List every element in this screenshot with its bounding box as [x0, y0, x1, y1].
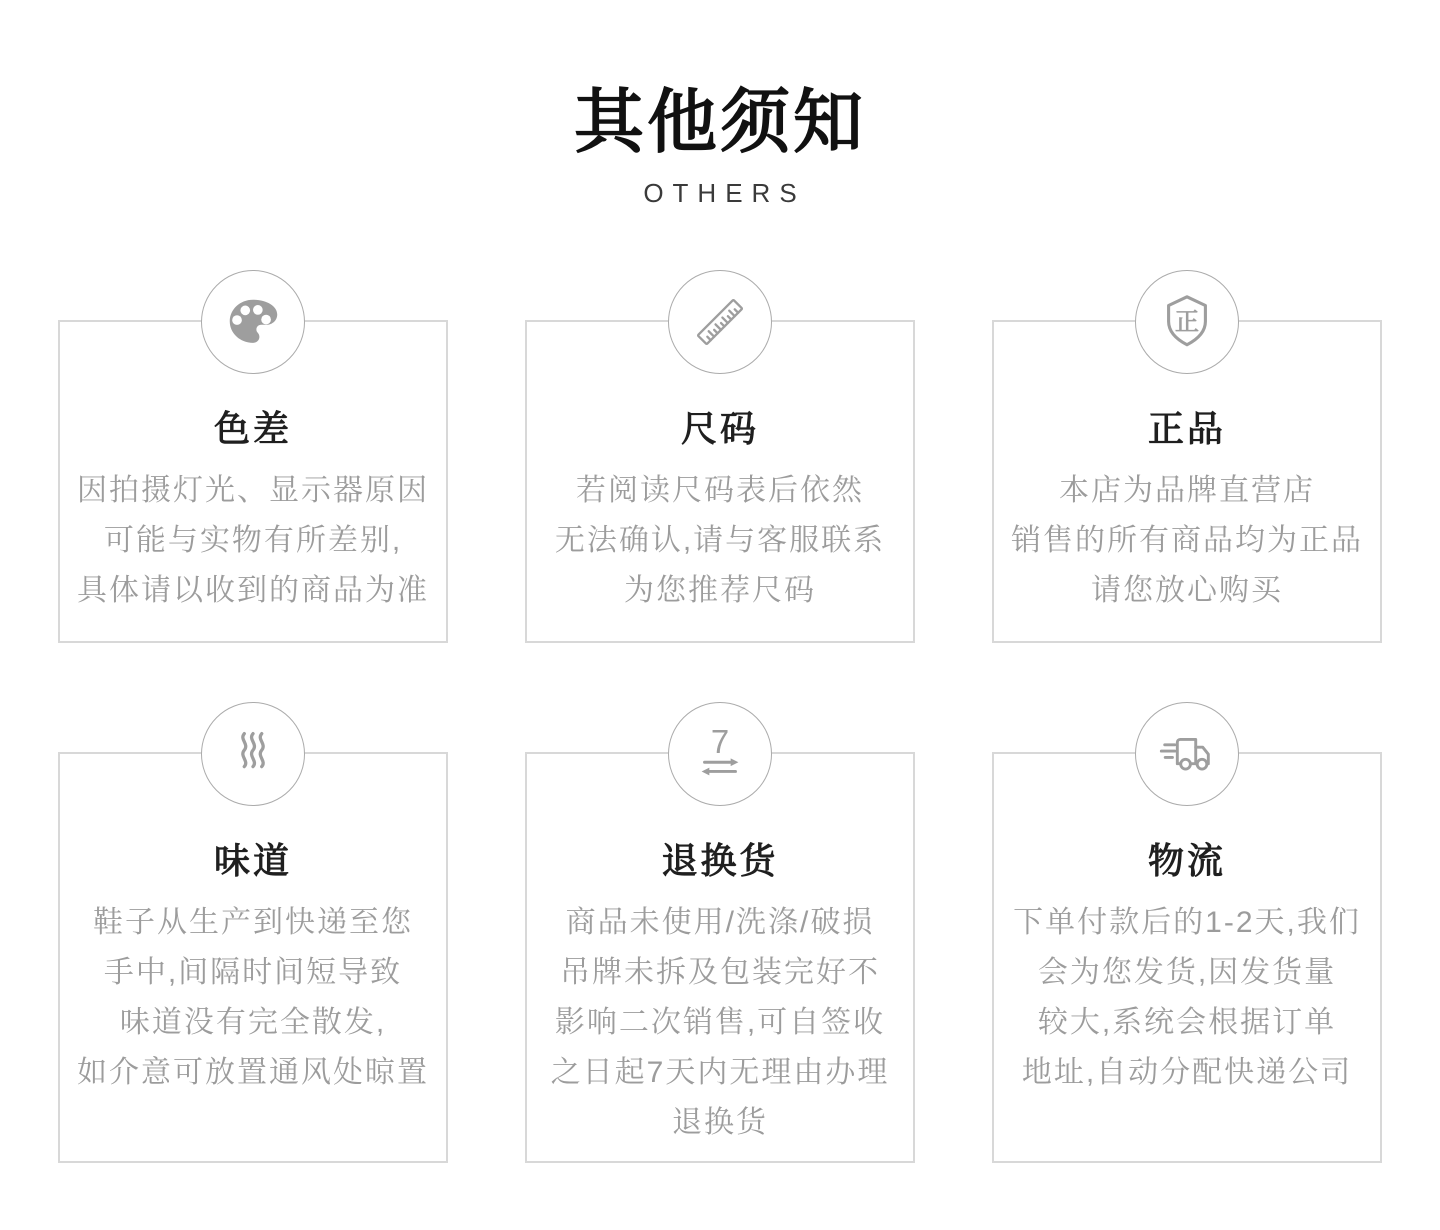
notice-cards-grid — [58, 308, 1382, 1163]
description-line: 影响二次销售,可自签收 — [554, 1006, 886, 1039]
card-description — [60, 898, 446, 1098]
description-line: 较大,系统会根据订单 — [1037, 1006, 1337, 1039]
card-description — [527, 898, 913, 1148]
svg-text:7: 7 — [710, 723, 730, 761]
description-line: 可能与实物有所差别, — [103, 524, 403, 557]
card-description — [994, 898, 1380, 1098]
page-subtitle: OTHERS — [643, 178, 806, 208]
card-description — [527, 466, 913, 616]
card-description — [60, 466, 446, 616]
card-returns — [525, 723, 915, 1163]
authentic-shield-icon — [1156, 291, 1218, 353]
icon-circle — [201, 702, 305, 806]
icon-circle — [668, 702, 772, 806]
description-line: 为您推荐尺码 — [624, 574, 816, 607]
svg-text:正: 正 — [1174, 308, 1200, 336]
card-title: 退换货 — [661, 840, 779, 881]
card-title: 尺码 — [680, 408, 759, 449]
notice-header — [0, 0, 1440, 208]
description-line: 请您放心购买 — [1091, 574, 1283, 607]
return-exchange-7-icon — [689, 723, 751, 785]
description-line: 地址,自动分配快递公司 — [1021, 1056, 1353, 1089]
card-authenticity — [992, 308, 1382, 643]
description-line: 因拍摄灯光、显示器原因 — [77, 474, 429, 507]
description-line: 之日起7天内无理由办理 — [550, 1056, 890, 1089]
description-line: 销售的所有商品均为正品 — [1011, 524, 1363, 557]
icon-circle — [1135, 702, 1239, 806]
card-size — [525, 320, 915, 643]
description-line: 如介意可放置通风处晾置 — [77, 1056, 429, 1089]
card-color-difference — [58, 320, 448, 643]
icon-circle — [1135, 270, 1239, 374]
icon-circle — [201, 270, 305, 374]
description-line: 鞋子从生产到快递至您 — [93, 906, 413, 939]
description-line: 会为您发货,因发货量 — [1037, 956, 1337, 989]
description-line: 无法确认,请与客服联系 — [554, 524, 886, 557]
card-title: 正品 — [1147, 408, 1226, 449]
description-line: 味道没有完全散发, — [119, 1006, 387, 1039]
description-line: 本店为品牌直营店 — [1059, 474, 1315, 507]
card-description — [994, 466, 1380, 616]
page-title: 其他须知 — [574, 83, 866, 161]
smell-steam-icon — [222, 723, 284, 785]
card-odor — [58, 752, 448, 1163]
palette-icon — [222, 291, 284, 353]
description-line: 退换货 — [672, 1106, 768, 1139]
card-shipping — [992, 752, 1382, 1163]
description-line: 下单付款后的1-2天,我们 — [1013, 906, 1361, 939]
card-title: 物流 — [1147, 840, 1226, 881]
description-line: 具体请以收到的商品为准 — [77, 574, 429, 607]
description-line: 吊牌未拆及包装完好不 — [560, 956, 880, 989]
icon-circle — [668, 270, 772, 374]
delivery-truck-icon — [1156, 723, 1218, 785]
description-line: 商品未使用/洗涤/破损 — [565, 906, 875, 939]
card-title: 味道 — [213, 840, 292, 881]
ruler-icon — [689, 291, 751, 353]
description-line: 若阅读尺码表后依然 — [576, 474, 864, 507]
card-title: 色差 — [213, 408, 292, 449]
description-line: 手中,间隔时间短导致 — [103, 956, 403, 989]
